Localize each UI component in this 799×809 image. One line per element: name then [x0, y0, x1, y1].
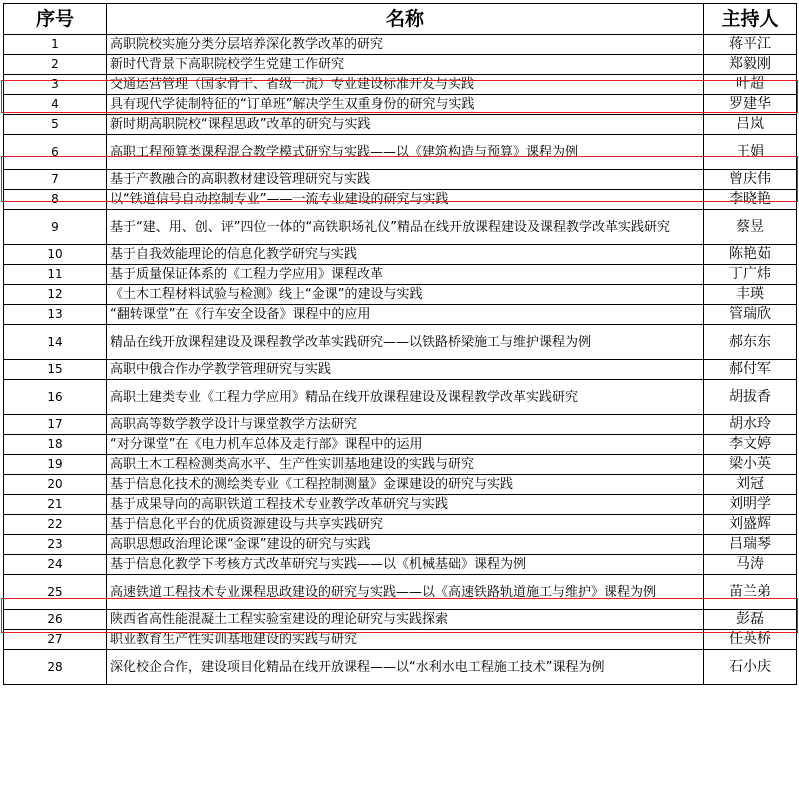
row-title: 陕西省高性能混凝土工程实验室建设的理论研究与实践探索: [107, 610, 704, 630]
row-number: 12: [4, 285, 107, 305]
row-number: 1: [4, 35, 107, 55]
row-number: 24: [4, 555, 107, 575]
row-host: 丁广炜: [704, 265, 797, 285]
row-host: 彭磊: [704, 610, 797, 630]
row-number: 11: [4, 265, 107, 285]
table-body: [4, 35, 797, 685]
table-row: [4, 475, 797, 495]
row-host: 陈艳茹: [704, 245, 797, 265]
row-number: 21: [4, 495, 107, 515]
table-row: [4, 630, 797, 650]
row-host: 梁小英: [704, 455, 797, 475]
table-row: [4, 495, 797, 515]
header-name: 名称: [107, 4, 704, 35]
row-title: 具有现代学徒制特征的“订单班”解决学生双重身份的研究与实践: [107, 95, 704, 115]
row-number: 18: [4, 435, 107, 455]
header-no: 序号: [4, 4, 107, 35]
table-row: [4, 35, 797, 55]
table-row: [4, 285, 797, 305]
row-number: 6: [4, 135, 107, 170]
row-title: 基于产教融合的高职教材建设管理研究与实践: [107, 170, 704, 190]
row-title: 新时代背景下高职院校学生党建工作研究: [107, 55, 704, 75]
row-title: 高职土木工程检测类高水平、生产性实训基地建设的实践与研究: [107, 455, 704, 475]
row-host: 郑毅刚: [704, 55, 797, 75]
row-title: 职业教育生产性实训基地建设的实践与研究: [107, 630, 704, 650]
row-host: 郝付军: [704, 360, 797, 380]
row-number: 10: [4, 245, 107, 265]
row-title: 新时期高职院校“课程思政”改革的研究与实践: [107, 115, 704, 135]
row-host: 叶超: [704, 75, 797, 95]
table-row: [4, 515, 797, 535]
table-row: [4, 170, 797, 190]
row-host: 刘明学: [704, 495, 797, 515]
row-title: 高职思想政治理论课“金课”建设的研究与实践: [107, 535, 704, 555]
row-title: 基于信息化技术的测绘类专业《工程控制测量》金课建设的研究与实践: [107, 475, 704, 495]
table-row: [4, 135, 797, 170]
table-row: [4, 535, 797, 555]
row-title: 高职中俄合作办学教学管理研究与实践: [107, 360, 704, 380]
row-number: 15: [4, 360, 107, 380]
table-row: [4, 75, 797, 95]
row-number: 3: [4, 75, 107, 95]
row-number: 9: [4, 210, 107, 245]
row-title: 基于成果导向的高职铁道工程技术专业教学改革研究与实践: [107, 495, 704, 515]
table-row: [4, 650, 797, 685]
row-number: 20: [4, 475, 107, 495]
row-host: 罗建华: [704, 95, 797, 115]
row-number: 8: [4, 190, 107, 210]
table-row: [4, 455, 797, 475]
row-host: 任英桥: [704, 630, 797, 650]
row-title: 高职土建类专业《工程力学应用》精品在线开放课程建设及课程教学改革实践研究: [107, 380, 704, 415]
table-row: [4, 610, 797, 630]
table-row: [4, 245, 797, 265]
row-title: “对分课堂”在《电力机车总体及走行部》课程中的运用: [107, 435, 704, 455]
row-host: 管瑞欣: [704, 305, 797, 325]
row-number: 13: [4, 305, 107, 325]
row-title: 基于信息化平台的优质资源建设与共享实践研究: [107, 515, 704, 535]
row-host: 刘冠: [704, 475, 797, 495]
row-title: 基于自我效能理论的信息化教学研究与实践: [107, 245, 704, 265]
row-host: 马涛: [704, 555, 797, 575]
row-number: 5: [4, 115, 107, 135]
row-host: 胡水玲: [704, 415, 797, 435]
table-row: [4, 435, 797, 455]
row-title: “翻转课堂”在《行车安全设备》课程中的应用: [107, 305, 704, 325]
row-number: 25: [4, 575, 107, 610]
row-host: 郝东东: [704, 325, 797, 360]
table-row: [4, 380, 797, 415]
table-row: [4, 55, 797, 75]
row-title: 基于质量保证体系的《工程力学应用》课程改革: [107, 265, 704, 285]
header-host: 主持人: [704, 4, 797, 35]
table-row: [4, 360, 797, 380]
row-number: 4: [4, 95, 107, 115]
row-host: 王娟: [704, 135, 797, 170]
row-number: 28: [4, 650, 107, 685]
row-title: 以“铁道信号自动控制专业”——一流专业建设的研究与实践: [107, 190, 704, 210]
table-row: [4, 415, 797, 435]
table-row: [4, 325, 797, 360]
table-row: [4, 210, 797, 245]
row-host: 石小庆: [704, 650, 797, 685]
row-title: 深化校企合作，建设项目化精品在线开放课程——以“水利水电工程施工技术”课程为例: [107, 650, 704, 685]
row-number: 27: [4, 630, 107, 650]
row-host: 曾庆伟: [704, 170, 797, 190]
row-title: 基于“建、用、创、评”四位一体的“高铁职场礼仪”精品在线开放课程建设及课程教学改革实践研究: [107, 210, 704, 245]
row-title: 高速铁道工程技术专业课程思政建设的研究与实践——以《高速铁路轨道施工与维护》课程为例: [107, 575, 704, 610]
table-row: [4, 555, 797, 575]
row-title: 精品在线开放课程建设及课程教学改革实践研究——以铁路桥梁施工与维护课程为例: [107, 325, 704, 360]
row-host: 蔡昱: [704, 210, 797, 245]
row-host: 李文婷: [704, 435, 797, 455]
row-number: 14: [4, 325, 107, 360]
row-host: 丰瑛: [704, 285, 797, 305]
header-row: [4, 4, 797, 35]
row-host: 苗兰弟: [704, 575, 797, 610]
row-host: 刘盛辉: [704, 515, 797, 535]
row-number: 19: [4, 455, 107, 475]
table-row: [4, 95, 797, 115]
table-row: [4, 190, 797, 210]
row-host: 胡拔香: [704, 380, 797, 415]
table-row: [4, 265, 797, 285]
row-number: 22: [4, 515, 107, 535]
row-title: 《土木工程材料试验与检测》线上“金课”的建设与实践: [107, 285, 704, 305]
table-row: [4, 115, 797, 135]
row-number: 2: [4, 55, 107, 75]
table-row: [4, 305, 797, 325]
row-title: 基于信息化教学下考核方式改革研究与实践——以《机械基础》课程为例: [107, 555, 704, 575]
table-row: [4, 575, 797, 610]
row-title: 高职高等数学教学设计与课堂教学方法研究: [107, 415, 704, 435]
row-title: 高职院校实施分类分层培养深化教学改革的研究: [107, 35, 704, 55]
row-number: 16: [4, 380, 107, 415]
row-number: 7: [4, 170, 107, 190]
row-host: 李晓艳: [704, 190, 797, 210]
row-number: 17: [4, 415, 107, 435]
row-host: 吕岚: [704, 115, 797, 135]
project-table: [3, 3, 797, 685]
row-number: 23: [4, 535, 107, 555]
row-host: 吕瑞琴: [704, 535, 797, 555]
row-title: 高职工程预算类课程混合教学模式研究与实践——以《建筑构造与预算》课程为例: [107, 135, 704, 170]
row-host: 蒋平江: [704, 35, 797, 55]
row-number: 26: [4, 610, 107, 630]
row-title: 交通运营管理（国家骨干、省级一流）专业建设标准开发与实践: [107, 75, 704, 95]
